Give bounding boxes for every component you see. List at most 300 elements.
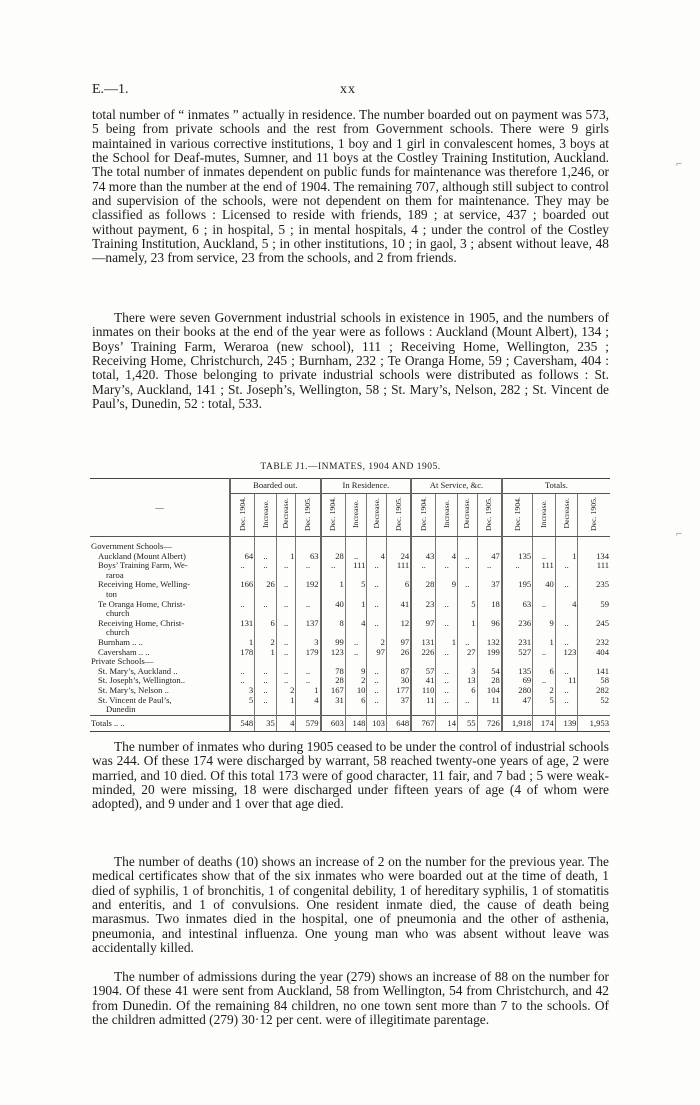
table-cell: .. — [555, 580, 578, 590]
table-cell: 131 — [230, 619, 255, 629]
table-cell: .. — [458, 580, 478, 590]
table-cell: .. — [458, 638, 478, 648]
table-cell: 1 — [276, 696, 296, 706]
column-subheader — [296, 494, 321, 537]
table-cell: 18 — [477, 600, 502, 610]
table-cell: .. — [555, 638, 578, 648]
column-subheader — [321, 494, 346, 537]
table-cell — [321, 537, 346, 552]
column-subheader-label: Dec. 1904. — [418, 496, 428, 531]
column-subheader-label: Decrease. — [281, 498, 291, 529]
table-cell: 1 — [555, 552, 578, 562]
table-cell: .. — [436, 600, 458, 610]
table-cell: 134 — [578, 552, 610, 562]
table-cell: .. — [367, 580, 387, 590]
row-label: Burnham .. .. — [98, 636, 143, 647]
table-cell: 111 — [578, 561, 610, 571]
table-row — [90, 600, 610, 610]
table-cell: 63 — [502, 600, 533, 610]
table-cell: .. — [296, 676, 321, 686]
table-cell — [411, 705, 436, 715]
table-cell — [276, 705, 296, 715]
page-number: xx — [340, 82, 356, 97]
table-stub-header: — — [90, 479, 230, 537]
table-cell: 1 — [255, 648, 277, 658]
table-cell: 11 — [477, 696, 502, 706]
table-cell: .. — [533, 676, 556, 686]
table-row — [90, 580, 610, 590]
table-cell: 4 — [296, 696, 321, 706]
table-cell: 404 — [578, 648, 610, 658]
table-cell: .. — [296, 600, 321, 610]
table-cell: 6 — [458, 686, 478, 696]
column-subheader-label: Increase. — [441, 499, 451, 528]
table-cell — [255, 705, 277, 715]
table-cell — [458, 705, 478, 715]
table-cell: .. — [436, 561, 458, 571]
table-cell: 1 — [533, 638, 556, 648]
row-label: Private Schools— — [91, 656, 154, 667]
column-subheader — [255, 494, 277, 537]
table-cell: 9 — [436, 580, 458, 590]
row-label: Dunedin — [106, 704, 136, 715]
table-cell: .. — [230, 667, 255, 677]
paragraph-inmates-classification: total number of “ inmates ” actually in residence. The number boarded out on payment was 573, 5 being from private schools and the rest from Government schools. There were 9 girls maintained in various corrective institutions, 1 boy and 1 girl in convalescent homes, 3 boys at the School for Deaf-mutes, Sumner, and 11 boys at the Costley Training Institution, Auckland. The total number of inmates dependent on public funds for maintenance was therefore 1,246, or 74 more than the number at the end of 1904. The remaining 707, although still subject to control and supervision of the schools, were not dependent on them for maintenance. They may be classified as follows : Licensed to reside with friends, 189 ; at service, 437 ; boarded out without payment, 6 ; in hospital, 5 ; in mental hospitals, 4 ; under the control of the Costley Training Institution, Auckland, 5 ; in other institutions, 10 ; in gaol, 3 ; absent without leave, 48—namely, 23 from service, 23 from the schools, and 2 from friends. — [92, 107, 609, 266]
table-cell: 1 — [345, 600, 367, 610]
table-cell: .. — [230, 676, 255, 686]
row-label: Te Oranga Home, Christ- — [98, 598, 186, 609]
table-cell: .. — [276, 600, 296, 610]
table-cell: .. — [436, 648, 458, 658]
table-cell: 132 — [477, 638, 502, 648]
table-cell: .. — [555, 696, 578, 706]
table-cell: 9 — [345, 667, 367, 677]
table-cell: 55 — [458, 715, 478, 732]
row-label: Auckland (Mount Albert) — [98, 550, 186, 561]
table-cell: 174 — [533, 715, 556, 732]
table-cell: 6 — [345, 696, 367, 706]
group-header-totals: Totals. — [502, 479, 610, 494]
table-cell — [230, 705, 255, 715]
table-cell — [436, 537, 458, 552]
table-cell: 3 — [458, 667, 478, 677]
table-cell: 2 — [255, 638, 277, 648]
table-cell: 1 — [436, 638, 458, 648]
table-cell: .. — [276, 648, 296, 658]
table-cell — [477, 537, 502, 552]
row-label: ton — [106, 588, 117, 599]
table-cell: 235 — [578, 580, 610, 590]
column-subheader — [436, 494, 458, 537]
table-cell: .. — [367, 696, 387, 706]
table-cell: .. — [555, 561, 578, 571]
table-cell: 26 — [255, 580, 277, 590]
table-cell: 54 — [477, 667, 502, 677]
inmates-table — [90, 478, 610, 732]
table-cell: .. — [533, 552, 556, 562]
table-cell: 96 — [477, 619, 502, 629]
table-cell: 47 — [477, 552, 502, 562]
table-cell: 28 — [411, 580, 436, 590]
table-cell: 6 — [255, 619, 277, 629]
table-cell: 28 — [321, 552, 346, 562]
table-cell: .. — [345, 552, 367, 562]
table-cell — [502, 705, 533, 715]
table-cell: .. — [436, 667, 458, 677]
table-cell: 179 — [296, 648, 321, 658]
table-cell — [276, 537, 296, 552]
table-cell: 40 — [321, 600, 346, 610]
table-cell: 58 — [578, 676, 610, 686]
table-cell: 41 — [411, 676, 436, 686]
group-header-at-service: At Service, &c. — [411, 479, 502, 494]
table-cell: 6 — [386, 580, 411, 590]
table-cell — [296, 537, 321, 552]
table-cell: 69 — [502, 676, 533, 686]
table-cell: 1 — [321, 580, 346, 590]
table-row — [90, 715, 610, 732]
table-cell: 141 — [578, 667, 610, 677]
column-subheader-label: Decrease. — [561, 498, 571, 529]
table-cell: 648 — [386, 715, 411, 732]
table-cell: 199 — [477, 648, 502, 658]
table-cell — [367, 705, 387, 715]
table-cell: 26 — [386, 648, 411, 658]
table-cell: 2 — [367, 638, 387, 648]
table-cell: 192 — [296, 580, 321, 590]
table-cell: 1 — [230, 638, 255, 648]
table-cell — [477, 705, 502, 715]
margin-mark: ⌐ — [676, 528, 683, 540]
document-code: E.—1. — [92, 82, 129, 97]
table-cell: 97 — [367, 648, 387, 658]
table-cell: 131 — [411, 638, 436, 648]
row-label: St. Joseph’s, Wellington.. — [98, 675, 186, 686]
row-label: church — [106, 627, 130, 638]
row-label: Receiving Home, Christ- — [98, 617, 185, 628]
table-cell: 282 — [578, 686, 610, 696]
table-cell: 4 — [367, 552, 387, 562]
table-cell: .. — [367, 676, 387, 686]
table-cell: .. — [367, 686, 387, 696]
table-cell: 4 — [555, 600, 578, 610]
column-subheader — [502, 494, 533, 537]
column-subheader — [555, 494, 578, 537]
table-cell: 37 — [477, 580, 502, 590]
table-cell — [533, 537, 556, 552]
table-cell: .. — [533, 600, 556, 610]
table-cell: .. — [367, 667, 387, 677]
column-subheader — [345, 494, 367, 537]
table-cell: .. — [555, 667, 578, 677]
table-cell: 23 — [411, 600, 436, 610]
column-subheader-label: Increase. — [539, 499, 549, 528]
table-cell: 177 — [386, 686, 411, 696]
table-cell: 111 — [386, 561, 411, 571]
table-cell — [436, 705, 458, 715]
table-row — [90, 648, 610, 658]
table-cell: .. — [255, 686, 277, 696]
table-cell: 37 — [386, 696, 411, 706]
table-cell: 527 — [502, 648, 533, 658]
column-subheader — [477, 494, 502, 537]
table-cell: .. — [436, 619, 458, 629]
table-cell: .. — [255, 600, 277, 610]
table-cell: 11 — [555, 676, 578, 686]
table-cell: 87 — [386, 667, 411, 677]
row-label: Caversham .. .. — [98, 646, 150, 657]
row-label: St. Mary’s, Auckland .. — [98, 665, 178, 676]
table-cell: 1 — [276, 552, 296, 562]
table-cell: .. — [436, 696, 458, 706]
group-header-in-residence: In Residence. — [321, 479, 412, 494]
table-cell: .. — [255, 667, 277, 677]
table-cell: 232 — [578, 638, 610, 648]
column-subheader-label: Dec. 1904. — [512, 496, 522, 531]
table-body — [90, 537, 610, 732]
table-cell: 3 — [296, 638, 321, 648]
table-cell: 99 — [321, 638, 346, 648]
table-cell: .. — [296, 561, 321, 571]
column-subheader-label: Dec. 1904. — [328, 496, 338, 531]
table-cell: 135 — [502, 667, 533, 677]
row-label: St. Vincent de Paul’s, — [98, 694, 172, 705]
table-cell: .. — [458, 552, 478, 562]
table-cell: .. — [367, 561, 387, 571]
table-cell: 139 — [555, 715, 578, 732]
column-subheader — [276, 494, 296, 537]
table-cell: 226 — [411, 648, 436, 658]
table-cell: .. — [276, 676, 296, 686]
table-row — [90, 628, 610, 638]
table-cell: .. — [230, 561, 255, 571]
table-cell — [386, 705, 411, 715]
table-cell: 167 — [321, 686, 346, 696]
table-cell: 78 — [321, 667, 346, 677]
table-cell: 2 — [533, 686, 556, 696]
row-label: raroa — [106, 569, 124, 580]
table-cell: 5 — [230, 696, 255, 706]
table-cell: 11 — [411, 696, 436, 706]
table-cell: 579 — [296, 715, 321, 732]
table-cell: 166 — [230, 580, 255, 590]
table-cell: 35 — [255, 715, 277, 732]
table-cell: .. — [436, 676, 458, 686]
table-cell: .. — [411, 561, 436, 571]
row-label: Totals .. .. — [90, 715, 230, 732]
column-subheader-label: Dec. 1905. — [589, 496, 599, 531]
column-subheader-label: Decrease. — [371, 498, 381, 529]
table-cell: .. — [533, 648, 556, 658]
table-cell: .. — [458, 696, 478, 706]
table-cell: 123 — [321, 648, 346, 658]
table-cell: 40 — [533, 580, 556, 590]
table-cell: 13 — [458, 676, 478, 686]
column-subheader-label: Decrease. — [462, 498, 472, 529]
table-cell — [578, 705, 610, 715]
table-cell — [578, 537, 610, 552]
table-cell: 4 — [436, 552, 458, 562]
column-subheader — [367, 494, 387, 537]
table-cell: 24 — [386, 552, 411, 562]
table-cell — [386, 537, 411, 552]
column-subheader — [533, 494, 556, 537]
table-cell: .. — [255, 561, 277, 571]
row-label: Receiving Home, Welling- — [98, 579, 190, 590]
table-cell: 41 — [386, 600, 411, 610]
table-cell: 47 — [502, 696, 533, 706]
table-cell — [555, 705, 578, 715]
table-row — [90, 561, 610, 571]
table-cell: 110 — [411, 686, 436, 696]
table-cell: .. — [276, 580, 296, 590]
table-cell: 1,918 — [502, 715, 533, 732]
column-subheader-label: Increase. — [351, 499, 361, 528]
table-cell: 27 — [458, 648, 478, 658]
paragraph-deaths: The number of deaths (10) shows an increase of 2 on the number for the previous year. The medical certificates show that of the six inmates who were boarded out at the time of death, 1 died of syphilis, 1 of bronchitis, 1 of congenital debility, 1 of hereditary syphilis, 1 of stomatitis and enteritis, and 1 of convulsions. One resident inmate died, the cause of death being marasmus. Two inmates died in the hospital, one of pneumonia and the other of asthenia, pneumonia, and intestinal influenza. One young man who was absent without leave was accidentally killed. — [92, 854, 609, 956]
table-cell: 97 — [386, 638, 411, 648]
table-cell: .. — [255, 676, 277, 686]
table-cell: 195 — [502, 580, 533, 590]
table-cell: 5 — [533, 696, 556, 706]
column-subheader — [411, 494, 436, 537]
margin-mark: ⌐ — [676, 158, 683, 170]
page-header — [92, 82, 608, 102]
table-cell: 5 — [345, 580, 367, 590]
table-cell: .. — [321, 561, 346, 571]
table-cell — [458, 537, 478, 552]
table-cell: .. — [367, 619, 387, 629]
table-cell: 245 — [578, 619, 610, 629]
row-label: church — [106, 608, 130, 619]
table-cell: .. — [255, 552, 277, 562]
table-row — [90, 537, 610, 552]
table-caption: TABLE J1.—INMATES, 1904 AND 1905. — [260, 462, 441, 472]
table-cell: .. — [345, 648, 367, 658]
table-cell — [502, 537, 533, 552]
table-cell: .. — [502, 561, 533, 571]
table-cell: 4 — [276, 715, 296, 732]
table-cell: 30 — [386, 676, 411, 686]
table-cell: 59 — [578, 600, 610, 610]
table-cell: 1 — [296, 686, 321, 696]
column-subheader-label: Dec. 1905. — [303, 496, 313, 531]
table-cell: .. — [276, 638, 296, 648]
table-cell: 111 — [533, 561, 556, 571]
table-cell: 603 — [321, 715, 346, 732]
table-cell: .. — [555, 686, 578, 696]
table-cell: 57 — [411, 667, 436, 677]
table-cell: 3 — [230, 686, 255, 696]
table-cell: 767 — [411, 715, 436, 732]
table-cell: .. — [276, 667, 296, 677]
row-label: St. Mary’s, Nelson .. — [98, 684, 169, 695]
table-cell: 1,953 — [578, 715, 610, 732]
column-subheader — [386, 494, 411, 537]
table-cell: 135 — [502, 552, 533, 562]
table-cell: .. — [458, 561, 478, 571]
table-cell: 111 — [345, 561, 367, 571]
table-cell: 28 — [477, 676, 502, 686]
table-cell: 1 — [458, 619, 478, 629]
table-cell: 123 — [555, 648, 578, 658]
table-cell — [555, 537, 578, 552]
table-cell — [230, 537, 255, 552]
table-cell: 5 — [458, 600, 478, 610]
table-cell: 103 — [367, 715, 387, 732]
table-cell: .. — [276, 619, 296, 629]
table-cell: .. — [345, 638, 367, 648]
column-subheader — [230, 494, 255, 537]
table-cell — [533, 705, 556, 715]
column-subheader-label: Dec. 1905. — [393, 496, 403, 531]
table-cell: 2 — [345, 676, 367, 686]
column-subheader-label: Dec. 1905. — [484, 496, 494, 531]
group-header-boarded-out: Boarded out. — [230, 479, 321, 494]
row-label: Boys’ Training Farm, We- — [98, 560, 188, 571]
table-cell: .. — [436, 686, 458, 696]
table-cell: 12 — [386, 619, 411, 629]
table-cell — [345, 537, 367, 552]
table-cell: .. — [367, 600, 387, 610]
table-cell: 4 — [345, 619, 367, 629]
table-cell — [345, 705, 367, 715]
table-cell: 104 — [477, 686, 502, 696]
table-cell — [255, 537, 277, 552]
table-cell: 726 — [477, 715, 502, 732]
table-cell: .. — [255, 696, 277, 706]
table-row — [90, 705, 610, 715]
table-cell — [411, 537, 436, 552]
table-cell: 97 — [411, 619, 436, 629]
table-cell: 31 — [321, 696, 346, 706]
table-cell: 178 — [230, 648, 255, 658]
table-row — [90, 696, 610, 706]
table-cell: 231 — [502, 638, 533, 648]
table-cell: .. — [276, 561, 296, 571]
table-cell: 548 — [230, 715, 255, 732]
table-cell — [296, 705, 321, 715]
table-cell: 64 — [230, 552, 255, 562]
paragraph-ceased-control: The number of inmates who during 1905 ceased to be under the control of industrial schools was 244. Of these 174 were discharged by warrant, 58 reached twenty-one years of age, 2 were married, and 10 died. Of this total 173 were of good character, 11 fair, and 7 bad ; 5 were weak-minded, 20 were missing, 18 were discharged under fifteen years of age (4 of whom were adopted), and 9 under and 1 over that age died. — [92, 739, 609, 812]
table-cell: 63 — [296, 552, 321, 562]
table-cell: 2 — [276, 686, 296, 696]
column-subheader-label: Dec. 1904. — [237, 496, 247, 531]
paragraph-admissions: The number of admissions during the year (279) shows an increase of 88 on the number for 1904. Of these 41 were sent from Auckland, 58 from Wellington, 54 from Christchurch, and 42 from Dunedin. Of the remaining 84 children, no one town sent more than 7 to the schools. Of the children admitted (279) 30·12 per cent. were of illegitimate parentage. — [92, 969, 609, 1028]
column-subheader-label: Increase. — [260, 499, 270, 528]
table-cell: 28 — [321, 676, 346, 686]
table-cell: .. — [230, 600, 255, 610]
paragraph-industrial-schools: There were seven Government industrial schools in existence in 1905, and the numbers of inmates on their books at the end of the year were as follows : Auckland (Mount Albert), 134 ; Boys’ Training Farm, Weraroa (new school), 111 ; Receiving Home, Wellington, 235 ; Receiving Home, Christchurch, 245 ; Burnham, 232 ; Te Oranga Home, 59 ; Caversham, 404 : total, 1,420. Those belonging to private industrial schools were distributed as follows : St. Mary’s, Auckland, 141 ; St. Joseph’s, Wellington, 58 ; St. Mary’s, Nelson, 282 ; St. Vincent de Paul’s, Dunedin, 52 : total, 533. — [92, 310, 609, 412]
table-cell: 52 — [578, 696, 610, 706]
table-cell — [321, 705, 346, 715]
table-row — [90, 619, 610, 629]
table-cell: 236 — [502, 619, 533, 629]
table-cell: 10 — [345, 686, 367, 696]
table-cell: .. — [296, 667, 321, 677]
column-subheader — [458, 494, 478, 537]
table-cell: 280 — [502, 686, 533, 696]
table-cell: .. — [477, 561, 502, 571]
table-cell — [367, 537, 387, 552]
table-cell: 43 — [411, 552, 436, 562]
row-label: Government Schools— — [91, 541, 172, 551]
table-cell: 8 — [321, 619, 346, 629]
table-cell: 6 — [533, 667, 556, 677]
column-subheader — [578, 494, 610, 537]
table-cell: .. — [555, 619, 578, 629]
table-cell: 137 — [296, 619, 321, 629]
